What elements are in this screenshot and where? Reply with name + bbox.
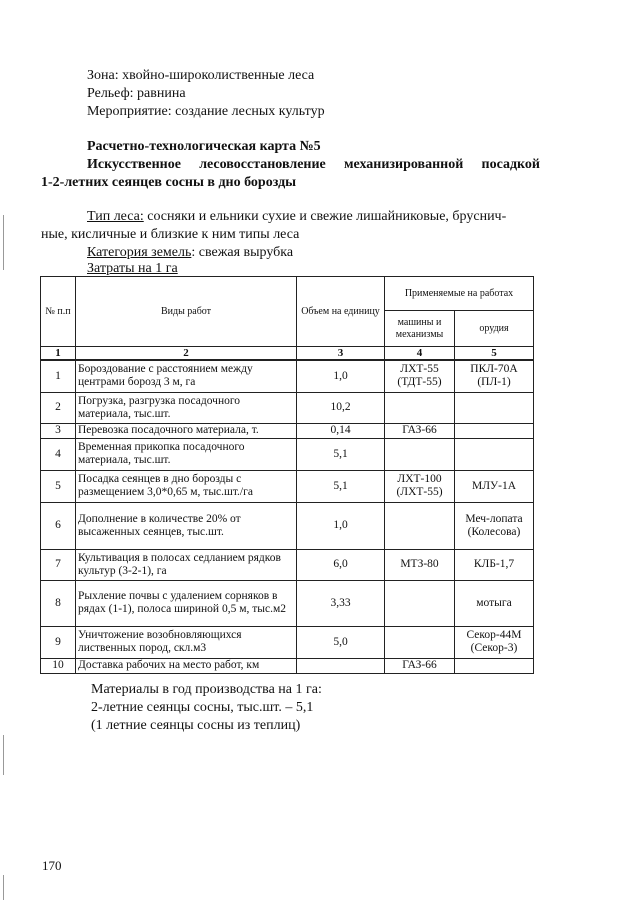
row-tools: МЛУ-1А [455,470,534,502]
row-volume: 0,14 [297,423,385,438]
row-work: Доставка рабочих на место работ, км [76,658,297,673]
materials-line3: (1 летние сеянцы сосны из теплиц) [91,718,301,733]
costs-label: Затраты на 1 га [87,261,178,276]
row-volume: 5,1 [297,438,385,470]
row-tools: КЛБ-1,7 [455,549,534,580]
table-row [41,580,534,626]
row-work: Рыхление почвы с удалением сорняков в рядах (1-1), полоса шириной 0,5 м, тыс.м2 [76,580,297,626]
row-machines: ГАЗ-66 [385,423,455,438]
header-num: № п.п [41,277,76,347]
row-volume: 3,33 [297,580,385,626]
card-subtitle-line1: Искусственное лесовосстановление механизированной посадкой [87,157,540,172]
forest-type-text1: сосняки и ельники сухие и свежие лишайниковые, бруснич- [143,209,507,224]
column-number: 1 [41,347,76,361]
table-row [41,658,534,673]
column-number-row [41,347,534,361]
row-tools [455,438,534,470]
table-row [41,626,534,658]
column-number: 4 [385,347,455,361]
row-num: 4 [41,438,76,470]
row-machines: ЛХТ-55 (ТДТ-55) [385,360,455,392]
row-tools: Меч-лопата (Колесова) [455,502,534,549]
row-machines [385,392,455,423]
row-num: 7 [41,549,76,580]
row-work: Посадка сеянцев в дно борозды с размещением 3,0*0,65 м, тыс.шт./га [76,470,297,502]
row-num: 9 [41,626,76,658]
column-number: 5 [455,347,534,361]
materials-line2: 2-летние сеянцы сосны, тыс.шт. – 5,1 [91,700,314,715]
row-num: 2 [41,392,76,423]
row-tools: Секор-44М (Секор-3) [455,626,534,658]
relief-line: Рельеф: равнина [87,86,186,101]
row-machines: ЛХТ-100 (ЛХТ-55) [385,470,455,502]
column-number: 3 [297,347,385,361]
row-machines [385,626,455,658]
row-machines [385,502,455,549]
header-volume: Объем на единицу [297,277,385,347]
column-number: 2 [76,347,297,361]
row-machines [385,438,455,470]
scan-edge-mark [3,735,4,775]
works-table [40,276,534,674]
row-volume: 1,0 [297,502,385,549]
table-row [41,360,534,392]
header-applied: Применяемые на работах [385,277,534,311]
row-machines: МТЗ-80 [385,549,455,580]
row-volume: 10,2 [297,392,385,423]
row-volume: 6,0 [297,549,385,580]
page-number: 170 [42,858,62,873]
row-volume [297,658,385,673]
header-works: Виды работ [76,277,297,347]
land-category-label: Категория земель [87,245,192,260]
materials-line1: Материалы в год производства на 1 га: [91,682,322,697]
row-num: 3 [41,423,76,438]
row-tools: мотыга [455,580,534,626]
row-tools [455,423,534,438]
row-work: Временная прикопка посадочного материала, тыс.шт. [76,438,297,470]
scan-edge-mark [3,875,4,900]
card-title: Расчетно-технологическая карта №5 [87,139,321,154]
row-num: 1 [41,360,76,392]
row-volume: 1,0 [297,360,385,392]
table-row [41,438,534,470]
table-header-row [41,277,534,311]
row-num: 5 [41,470,76,502]
row-work: Дополнение в количестве 20% от высаженных сеянцев, тыс.шт. [76,502,297,549]
table-row [41,423,534,438]
row-num: 8 [41,580,76,626]
header-machines: машины и механизмы [385,311,455,347]
zone-line: Зона: хвойно-широколиственные леса [87,68,315,83]
row-tools [455,392,534,423]
scan-edge-mark [3,215,4,270]
land-category-text: : свежая вырубка [191,245,294,260]
land-category-line [87,244,293,261]
card-subtitle-line2: 1-2-летних сеянцев сосны в дно борозды [41,175,297,190]
row-volume: 5,1 [297,470,385,502]
measure-line: Мероприятие: создание лесных культур [87,104,325,119]
table-row [41,502,534,549]
forest-type-line1 [87,208,506,225]
row-tools [455,658,534,673]
row-work: Бороздование с расстоянием между центрами борозд 3 м, га [76,360,297,392]
row-work: Погрузка, разгрузка посадочного материала, тыс.шт. [76,392,297,423]
row-num: 6 [41,502,76,549]
row-machines [385,580,455,626]
row-work: Культивация в полосах седланием рядков культур (3-2-1), га [76,549,297,580]
table-row [41,549,534,580]
row-tools: ПКЛ-70А (ПЛ-1) [455,360,534,392]
forest-type-label: Тип леса: [87,209,144,224]
table-row [41,392,534,423]
row-volume: 5,0 [297,626,385,658]
row-machines: ГАЗ-66 [385,658,455,673]
row-work: Перевозка посадочного материала, т. [76,423,297,438]
row-work: Уничтожение возобновляющихся лиственных пород, скл.м3 [76,626,297,658]
header-tools: орудия [455,311,534,347]
table-row [41,470,534,502]
row-num: 10 [41,658,76,673]
forest-type-line2: ные, кисличные и близкие к ним типы леса [41,227,300,242]
